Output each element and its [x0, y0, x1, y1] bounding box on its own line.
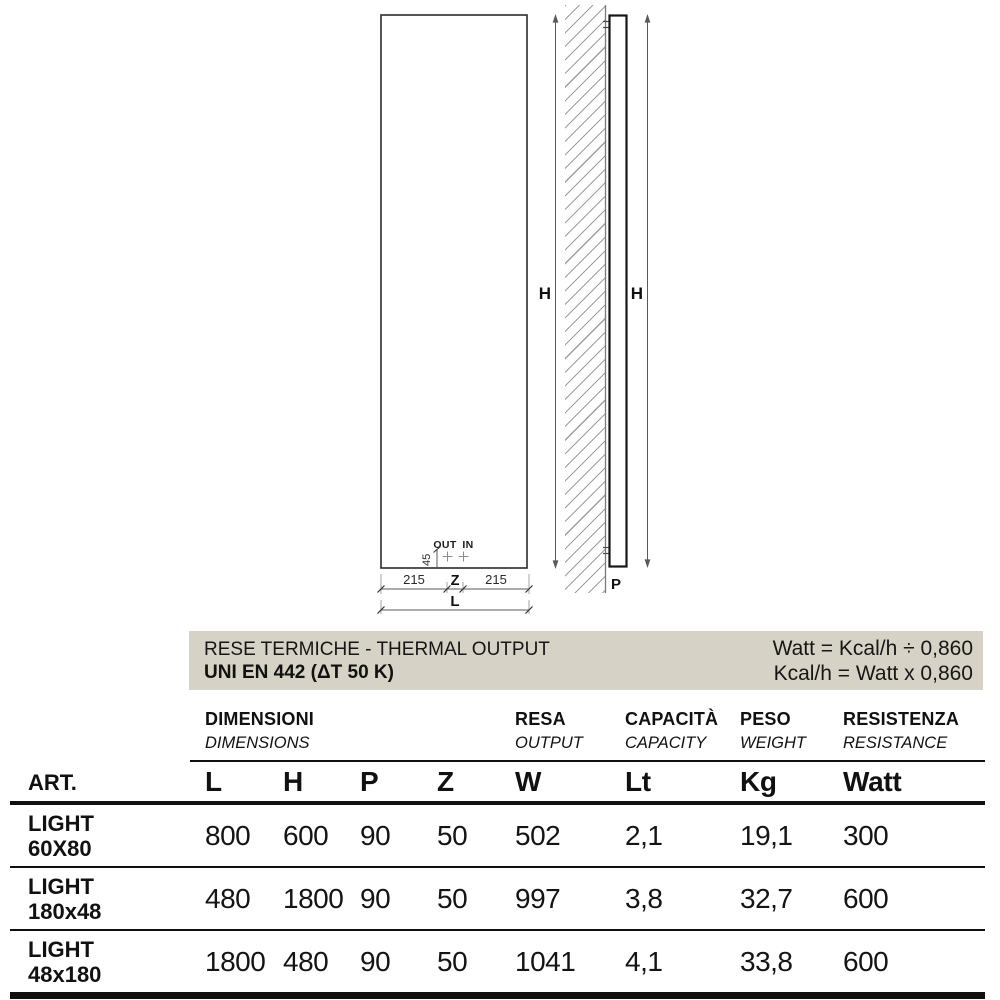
- h-label-side: H: [630, 284, 643, 303]
- dim-height-front: [539, 14, 559, 569]
- col-header-p: P: [360, 766, 379, 797]
- cell-l: 800: [205, 819, 251, 851]
- col-header-kg: Kg: [740, 766, 777, 797]
- group-header-row: [10, 704, 985, 762]
- dim-z-label: Z: [450, 573, 460, 589]
- col-header-w: W: [515, 766, 542, 797]
- cell-w: 1041: [515, 945, 576, 977]
- cell-w: 997: [515, 882, 561, 914]
- conversion-formulas: [773, 636, 973, 686]
- col-header-h: H: [283, 766, 303, 797]
- art-line1: LIGHT: [28, 810, 94, 836]
- cell-kg: 32,7: [740, 882, 793, 914]
- col-header-z: Z: [437, 766, 454, 797]
- cell-watt: 600: [843, 882, 889, 914]
- cell-p: 90: [360, 882, 391, 914]
- group-dimensions: [205, 704, 515, 762]
- banner-titles: [204, 638, 550, 684]
- in-label: IN: [462, 539, 474, 551]
- cell-h: 1800: [283, 882, 344, 914]
- group-output: [515, 704, 625, 762]
- group-resistance-en: RESISTANCE: [843, 734, 948, 752]
- cell-p: 90: [360, 945, 391, 977]
- cell-w: 502: [515, 819, 561, 851]
- col-header-lt: Lt: [625, 766, 651, 797]
- table-row: [10, 805, 985, 868]
- group-weight: [740, 704, 843, 762]
- cell-z: 50: [437, 819, 468, 851]
- table-row: [10, 868, 985, 931]
- art-name: [10, 937, 205, 987]
- group-capacity-it: CAPACITÀ: [625, 709, 719, 729]
- col-header-art: ART.: [28, 770, 77, 795]
- dim-45-label: 45: [421, 553, 433, 566]
- group-dimensions-it: DIMENSIONI: [205, 709, 315, 729]
- cell-kg: 33,8: [740, 945, 793, 977]
- banner-subtitle: UNI EN 442 (ΔT 50 K): [204, 661, 394, 683]
- group-capacity-en: CAPACITY: [625, 734, 707, 752]
- col-header-watt: Watt: [843, 766, 902, 797]
- dim-p-label: P: [610, 576, 622, 593]
- group-weight-it: PESO: [740, 709, 791, 729]
- col-header-l: L: [205, 766, 222, 797]
- art-line2: 48x180: [28, 961, 102, 987]
- cell-z: 50: [437, 882, 468, 914]
- table-bottom-rule: [10, 994, 985, 999]
- group-output-it: RESA: [515, 709, 566, 729]
- cell-lt: 4,1: [625, 945, 663, 977]
- thermal-output-banner: [189, 631, 983, 690]
- cell-watt: 600: [843, 945, 889, 977]
- cell-kg: 19,1: [740, 819, 793, 851]
- group-weight-en: WEIGHT: [740, 734, 806, 752]
- group-resistance: [843, 704, 985, 762]
- out-label: OUT: [433, 539, 457, 551]
- cell-p: 90: [360, 819, 391, 851]
- formula-watt: Watt = Kcal/h ÷ 0,860: [772, 636, 973, 660]
- dim-height-side: [631, 14, 651, 568]
- dim-215-right-label: 215: [485, 572, 507, 587]
- banner-title: RESE TERMICHE - THERMAL OUTPUT: [204, 638, 550, 660]
- radiator-front-view: [381, 15, 527, 568]
- art-line2: 60X80: [28, 835, 92, 861]
- dim-215-z-215: [378, 572, 533, 594]
- cell-l: 1800: [205, 945, 266, 977]
- cell-watt: 300: [843, 819, 889, 851]
- radiator-side-view: [610, 16, 627, 567]
- art-line1: LIGHT: [28, 873, 94, 899]
- art-name: [10, 811, 205, 861]
- column-header-row: [10, 762, 985, 801]
- group-resistance-it: RESISTENZA: [843, 709, 960, 729]
- group-header-divider: [190, 760, 985, 762]
- group-dimensions-en: DIMENSIONS: [205, 734, 310, 752]
- cell-z: 50: [437, 945, 468, 977]
- group-capacity: [625, 704, 740, 762]
- h-label-front: H: [538, 284, 551, 303]
- dim-l-label: L: [450, 593, 460, 610]
- table-row: [10, 931, 985, 994]
- formula-kcal: Kcal/h = Watt x 0,860: [773, 661, 973, 685]
- cell-l: 480: [205, 882, 251, 914]
- group-output-en: OUTPUT: [515, 734, 583, 752]
- cell-lt: 3,8: [625, 882, 663, 914]
- art-line1: LIGHT: [28, 936, 94, 962]
- dim-215-left-label: 215: [403, 572, 425, 587]
- art-name: [10, 874, 205, 924]
- cell-h: 480: [283, 945, 329, 977]
- dim-length: [378, 593, 533, 614]
- art-line2: 180x48: [28, 898, 102, 924]
- spec-table: [10, 704, 985, 999]
- cell-lt: 2,1: [625, 819, 663, 851]
- cell-h: 600: [283, 819, 329, 851]
